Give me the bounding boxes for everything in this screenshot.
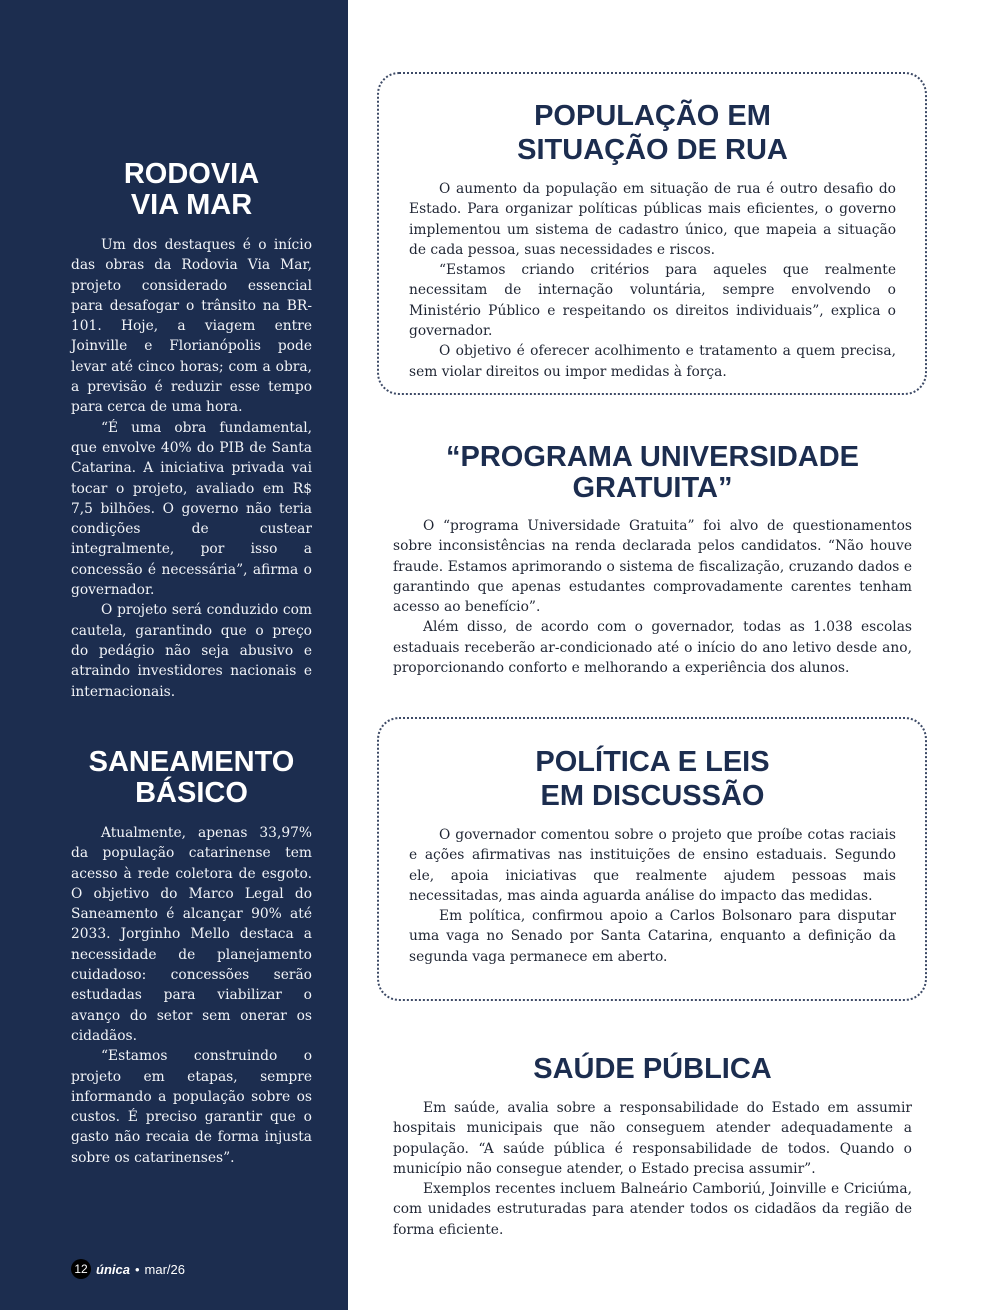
saneamento-title bbox=[71, 747, 312, 809]
footer-separator: • bbox=[134, 1261, 140, 1277]
saneamento-body bbox=[71, 823, 312, 1168]
rodovia-paragraph: Um dos destaques é o início das obras da Rodovia Via Mar, projeto considerado essencial para desafogar o trânsito na BR-101. Hoje, a viagem entre Joinville e Florianópolis pode levar até cinco horas; com a obra, a previsão é reduzir esse tempo para cerca de uma hora. bbox=[71, 237, 312, 416]
populacao-paragraph: “Estamos criando critérios para aqueles que realmente necessitam de internação voluntária, sempre envolvendo o Ministério Público e respeitando os direitos individuais”, explica o governador. bbox=[409, 262, 896, 340]
populacao-section bbox=[409, 99, 896, 382]
universidade-title bbox=[393, 442, 912, 504]
politica-body bbox=[409, 825, 896, 967]
saneamento-section bbox=[71, 747, 312, 1168]
rodovia-paragraph: O projeto será conduzido com cautela, garantindo que o preço do pedágio não seja abusivo e atraindo investidores nacionais e internacionais. bbox=[71, 602, 312, 700]
saneamento-paragraph: Atualmente, apenas 33,97% da população catarinense tem acesso à rede coletora de esgoto. O objetivo do Marco Legal do Saneamento é alcançar 90% até 2033. Jorginho Mello destaca a necessidade de planejamento cuidadoso: concessões serão estudadas para viabilizar o avanço do setor sem onerar os cidadãos. bbox=[71, 825, 312, 1044]
universidade-paragraph: O “programa Universidade Gratuita” foi alvo de questionamentos sobre inconsistências na renda declarada pelos candidatos. “Não houve fraude. Estamos aprimorando o sistema de fiscalização, cruzando dados e garantindo que apenas estudantes comprovadamente carentes tenham acesso ao benefício”. bbox=[393, 518, 912, 616]
populacao-title-line2: SITUAÇÃO DE RUA bbox=[517, 134, 788, 166]
rodovia-body bbox=[71, 235, 312, 702]
populacao-title bbox=[409, 99, 896, 167]
magazine-name: única bbox=[96, 1261, 130, 1277]
politica-paragraph: Em política, confirmou apoio a Carlos Bolsonaro para disputar uma vaga no Senado por Santa Catarina, enquanto a definição da segunda vaga permanece em aberto. bbox=[409, 908, 896, 965]
saneamento-title-line2: BÁSICO bbox=[135, 777, 248, 809]
rodovia-title-line2: VIA MAR bbox=[130, 189, 253, 221]
saude-title: SAÚDE PÚBLICA bbox=[533, 1053, 772, 1085]
politica-section bbox=[409, 745, 896, 967]
saude-body bbox=[393, 1098, 912, 1240]
populacao-paragraph: O aumento da população em situação de rua é outro desafio do Estado. Para organizar políticas públicas mais eficientes, o governo implementou um sistema de cadastro único, que mapeia a situação de cada pessoa, suas necessidades e riscos. bbox=[409, 181, 896, 258]
rodovia-paragraph: “É uma obra fundamental, que envolve 40% do PIB de Santa Catarina. A iniciativa privada vai tocar o projeto, avaliado em R$ 7,5 bilhões. O governo não teria condições de custear integralmente, por isso a concessão é necessária”, afirma o governador. bbox=[71, 419, 312, 599]
universidade-section bbox=[393, 442, 912, 678]
page-footer bbox=[71, 1258, 185, 1280]
politica-title-line2: EM DISCUSSÃO bbox=[540, 780, 765, 812]
universidade-title-line2: GRATUITA” bbox=[572, 472, 733, 504]
populacao-paragraph: O objetivo é oferecer acolhimento e tratamento a quem precisa, sem violar direitos ou impor medidas à força. bbox=[409, 343, 896, 380]
universidade-paragraph: Além disso, de acordo com o governador, todas as 1.038 escolas estaduais receberão ar-condicionado até o início do ano letivo desde ano, proporcionando conforto e melhorando a experiência dos alunos. bbox=[393, 619, 912, 677]
politica-title-line1: POLÍTICA E LEIS bbox=[535, 746, 770, 778]
saude-section bbox=[393, 1052, 912, 1240]
saneamento-paragraph: “Estamos construindo o projeto em etapas, sempre informando a população sobre os custos. É preciso garantir que o gasto não recaia de forma injusta sobre os catarinenses”. bbox=[71, 1048, 312, 1166]
rodovia-title bbox=[71, 159, 312, 221]
rodovia-section bbox=[71, 159, 312, 702]
issue-date: mar/26 bbox=[144, 1261, 185, 1277]
universidade-title-line1: “PROGRAMA UNIVERSIDADE bbox=[445, 441, 859, 473]
page-number: 12 bbox=[71, 1259, 91, 1279]
universidade-body bbox=[393, 516, 912, 678]
saude-paragraph: Em saúde, avalia sobre a responsabilidade do Estado em assumir hospitais municipais que não conseguem atender adequadamente a população. “A saúde pública é responsabilidade de todos. Quando o município não consegue atender, o Estado precisa assumir”. bbox=[393, 1100, 912, 1177]
politica-paragraph: O governador comentou sobre o projeto que proíbe cotas raciais e ações afirmativas nas instituições de ensino estaduais. Segundo ele, apoia iniciativas que realmente ajudem pessoas mais necessitadas, mas ainda aguarda análise do impacto das medidas. bbox=[409, 827, 896, 904]
saude-paragraph: Exemplos recentes incluem Balneário Camboriú, Joinville e Criciúma, com unidades estruturadas para atender todos os cidadãos da região de forma eficiente. bbox=[393, 1181, 912, 1238]
rodovia-title-line1: RODOVIA bbox=[123, 158, 260, 190]
saneamento-title-line1: SANEAMENTO bbox=[88, 746, 295, 778]
politica-title bbox=[409, 745, 896, 813]
populacao-body bbox=[409, 179, 896, 382]
populacao-title-line1: POPULAÇÃO EM bbox=[534, 100, 771, 132]
